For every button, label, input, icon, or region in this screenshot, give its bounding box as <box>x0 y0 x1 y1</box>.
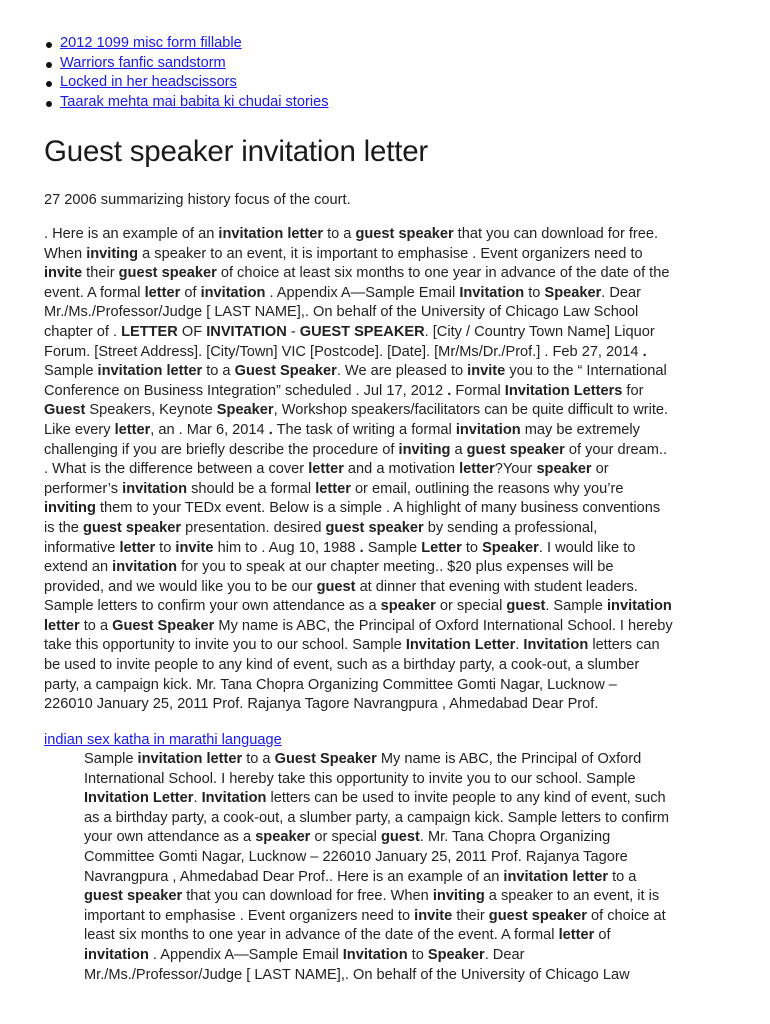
text-line <box>84 770 724 790</box>
bold-keyword: Guest <box>44 402 86 419</box>
text-segment: Sample <box>363 539 422 556</box>
inline-link[interactable]: indian sex katha in marathi language <box>44 732 282 748</box>
text-segment: , an . Mar 6, 2014 <box>150 421 269 438</box>
text-line <box>44 343 724 363</box>
text-line <box>44 264 724 284</box>
bold-keyword: Speaker <box>482 539 539 556</box>
bold-keyword: letter <box>315 480 351 497</box>
bold-keyword: guest <box>380 829 420 846</box>
bold-keyword: invite <box>467 363 506 380</box>
bold-keyword: invite <box>175 539 214 556</box>
bold-keyword: . <box>268 421 273 438</box>
text-segment: or special <box>310 829 381 846</box>
related-link-1[interactable]: 2012 1099 misc form fillable <box>60 35 242 51</box>
bold-keyword: guest <box>506 598 546 615</box>
text-segment: Committee Gomti Nagar, Lucknow – 226010 January 25, 2011 Prof. Rajanya Tagore <box>84 848 628 865</box>
related-link-3[interactable]: Locked in her headscissors <box>60 74 237 91</box>
text-segment: them to your TEDx event. Below is a simple . A highlight of many business conventions <box>95 500 661 517</box>
text-segment: . What is the difference between a cover <box>44 461 309 478</box>
bold-keyword: invitation <box>122 480 188 497</box>
bold-keyword: invitation <box>606 598 672 615</box>
text-segment: Conference on Business Integration” scheduled . Jul 17, 2012 <box>44 382 448 399</box>
text-segment: take this opportunity to invite you to our school. Sample <box>44 637 406 654</box>
text-segment: or <box>591 461 609 478</box>
text-line <box>44 460 724 480</box>
related-link-item <box>60 73 329 93</box>
text-segment: . <box>193 790 202 807</box>
text-line <box>44 303 724 323</box>
text-line <box>84 907 724 927</box>
related-link-4[interactable]: Taarak mehta mai babita ki chudai stories <box>60 93 329 110</box>
text-segment: event. A formal <box>44 284 145 301</box>
text-segment: . Appendix A—Sample Email <box>265 284 460 301</box>
text-segment: is the <box>44 519 83 536</box>
text-line <box>84 946 724 966</box>
bold-keyword: Guest Speaker <box>274 751 377 767</box>
text-segment: Mr./Ms./Professor/Judge [ LAST NAME],. On behalf of the University of Chicago Law <box>84 966 630 983</box>
text-segment: International School. I hereby take this opportunity to invite you to our school. Sample <box>84 770 636 787</box>
text-segment: My name is ABC, the Principal of Oxford International School. I hereby <box>214 617 673 634</box>
text-line <box>44 578 724 598</box>
text-line <box>44 480 724 500</box>
text-segment: provided, and we would like you to be our <box>44 578 317 595</box>
text-segment: for <box>622 382 644 399</box>
text-segment: to <box>461 539 483 556</box>
text-line <box>44 558 724 578</box>
bold-keyword: guest speaker <box>355 226 454 242</box>
bold-keyword: invitation letter <box>137 751 243 767</box>
text-segment: letters can <box>588 637 660 654</box>
text-segment: may be extremely <box>520 421 640 438</box>
text-segment: him to . Aug 10, 1988 <box>213 539 360 556</box>
text-segment: presentation. desired <box>181 519 326 536</box>
text-segment: Sample <box>84 751 138 767</box>
bold-keyword: guest speaker <box>325 519 424 536</box>
text-segment: . Sample <box>545 598 607 615</box>
bold-keyword: Guest Speaker <box>234 363 337 380</box>
text-line <box>84 828 724 848</box>
text-segment: or special <box>435 598 507 615</box>
bold-keyword: Guest Speaker <box>112 617 215 634</box>
text-line <box>44 597 724 617</box>
bold-keyword: invitation <box>200 284 266 301</box>
text-line <box>44 441 724 461</box>
text-line <box>44 676 724 696</box>
bold-keyword: GUEST SPEAKER <box>299 323 425 340</box>
text-segment: to a <box>79 617 113 634</box>
text-segment: - <box>286 323 300 340</box>
text-line <box>84 848 724 868</box>
text-line <box>44 695 724 715</box>
bold-keyword: guest <box>316 578 356 595</box>
text-segment: to a <box>323 226 356 242</box>
related-link-item <box>60 34 329 54</box>
text-segment: to <box>407 946 428 963</box>
bold-keyword: Speaker <box>544 284 602 301</box>
text-segment: for you to speak at our chapter meeting.. $20 plus expenses will be <box>177 559 614 576</box>
bold-keyword: Invitation <box>342 946 408 963</box>
bold-keyword: . <box>447 382 452 399</box>
related-link-item <box>60 93 329 113</box>
text-line <box>44 499 724 519</box>
text-segment: . <box>515 637 524 654</box>
intro-text: 27 2006 summarizing history focus of the court. <box>44 192 351 208</box>
text-segment: . Dear <box>484 946 525 963</box>
text-segment: informative <box>44 539 120 556</box>
text-segment: their <box>452 907 489 924</box>
bold-keyword: invitation letter <box>97 363 203 380</box>
text-segment: , Workshop speakers/facilitators can be quite difficult to write. <box>273 402 669 419</box>
text-segment: a speaker to an event, it is <box>484 888 660 905</box>
bold-keyword: speaker <box>380 598 436 615</box>
text-segment: . Here is an example of an <box>44 226 219 242</box>
inline-link-paragraph <box>44 731 282 751</box>
text-segment: . Dear <box>601 284 642 301</box>
text-line <box>84 926 724 946</box>
text-line <box>44 362 724 382</box>
bold-keyword: speaker <box>255 829 311 846</box>
text-segment: be used to invite people to any kind of event, such as a birthday party, a cook-out, a slumber <box>44 657 640 674</box>
text-segment: extend an <box>44 559 113 576</box>
bold-keyword: letter <box>459 461 495 478</box>
related-links-list <box>60 34 329 112</box>
bold-keyword: LETTER <box>121 323 178 340</box>
article-body <box>44 225 724 715</box>
text-segment: and a motivation <box>343 461 460 478</box>
bold-keyword: invitation <box>84 946 149 963</box>
bold-keyword: invitation letter <box>218 226 324 242</box>
text-segment: to <box>524 284 545 301</box>
text-line <box>44 636 724 656</box>
text-line <box>44 617 724 637</box>
text-segment: letters can be used to invite people to any kind of event, such <box>266 790 666 807</box>
text-line <box>84 887 724 907</box>
bold-keyword: letter <box>308 461 344 478</box>
text-line <box>44 656 724 676</box>
text-segment: should be a formal <box>187 480 316 497</box>
related-link-item <box>60 54 329 74</box>
text-segment: When <box>44 245 87 262</box>
bold-keyword: letter <box>119 539 156 556</box>
text-segment: of choice at least six months to one year in advance of the date of the <box>216 265 670 282</box>
text-segment: Sample letters to confirm your own attendance as a <box>44 598 381 615</box>
bold-keyword: letter <box>144 284 181 301</box>
text-segment: or email, outlining the reasons why you’re <box>350 480 624 497</box>
text-segment: to a <box>202 363 235 380</box>
text-segment: ?Your <box>494 461 537 478</box>
text-segment: Navrangpura , Ahmedabad Dear Prof.. Here is an example of an <box>84 868 504 885</box>
bold-keyword: Invitation Letter <box>405 637 516 654</box>
text-line <box>44 225 724 245</box>
bullet-icon <box>46 42 52 48</box>
bold-keyword: speaker <box>536 461 592 478</box>
bullet-icon <box>46 81 52 87</box>
text-segment: 226010 January 25, 2011 Prof. Rajanya Tagore Navrangpura , Ahmedabad Dear Prof. <box>44 696 599 713</box>
text-segment: of <box>180 284 201 301</box>
text-segment: . [City / Country Town Name] Liquor <box>424 323 655 340</box>
bold-keyword: Invitation <box>523 637 589 654</box>
bold-keyword: invite <box>44 265 83 282</box>
bold-keyword: letter <box>558 927 595 944</box>
text-segment: that you can download for free. When <box>182 888 433 905</box>
text-line <box>84 966 724 986</box>
text-line <box>44 382 724 402</box>
text-segment: to a <box>242 751 275 767</box>
bold-keyword: Invitation Letters <box>504 382 623 399</box>
bold-keyword: invitation <box>112 559 178 576</box>
text-segment: . We are pleased to <box>336 363 468 380</box>
text-line <box>84 750 724 770</box>
text-segment: Forum. [Street Address]. [City/Town] VIC [Postcode]. [Date]. [Mr/Ms/Dr./Prof.] . Feb 27, 2014 <box>44 343 643 360</box>
text-line <box>84 868 724 888</box>
bold-keyword: Invitation Letter <box>84 790 194 807</box>
bullet-icon <box>46 62 52 68</box>
bold-keyword: guest speaker <box>118 265 217 282</box>
text-segment: to a <box>608 868 637 885</box>
text-segment: by sending a professional, <box>423 519 598 536</box>
related-link-2[interactable]: Warriors fanfic sandstorm <box>60 54 226 71</box>
text-segment: . Appendix A—Sample Email <box>148 946 343 963</box>
text-segment: you to the “ International <box>505 363 667 380</box>
bold-keyword: letter <box>114 421 151 438</box>
text-line <box>44 401 724 421</box>
text-segment: party, a campaign kick. Mr. Tana Chopra Organizing Committee Gomti Nagar, Lucknow – <box>44 676 617 693</box>
text-segment: chapter of . <box>44 323 122 340</box>
text-segment: least six months to one year in advance of the date of the event. A formal <box>84 927 559 944</box>
text-line <box>44 323 724 343</box>
text-segment: to <box>155 539 176 556</box>
text-segment: challenging if you are briefly describe the procedure of <box>44 441 399 458</box>
bold-keyword: INVITATION <box>206 323 287 340</box>
text-segment: Formal <box>451 382 505 399</box>
text-segment: of <box>594 927 611 944</box>
bold-keyword: Letter <box>421 539 462 556</box>
text-line <box>44 421 724 441</box>
text-segment: . I would like to <box>538 539 636 556</box>
bold-keyword: inviting <box>398 441 451 458</box>
bold-keyword: Invitation <box>459 284 525 301</box>
text-line <box>44 539 724 559</box>
text-segment: as a birthday party, a cook-out, a slumber party, a campaign kick. Sample letters to confirm <box>84 809 670 826</box>
bold-keyword: . <box>359 539 364 556</box>
bold-keyword: Invitation <box>201 790 267 807</box>
page-title: Guest speaker invitation letter <box>44 135 429 168</box>
bold-keyword: invitation <box>455 421 521 438</box>
text-segment: OF <box>177 323 207 340</box>
text-line <box>44 519 724 539</box>
text-line <box>84 789 724 809</box>
text-line <box>44 284 724 304</box>
bold-keyword: letter <box>44 617 80 634</box>
bullet-icon <box>46 101 52 107</box>
text-segment: that you can download for free. <box>453 226 659 242</box>
bold-keyword: invitation letter <box>503 868 609 885</box>
text-segment: My name is ABC, the Principal of Oxford <box>376 751 642 767</box>
text-line <box>44 245 724 265</box>
text-segment: a <box>450 441 467 458</box>
bold-keyword: guest speaker <box>466 441 565 458</box>
text-segment: a speaker to an event, it is important to emphasise . Event organizers need to <box>138 245 643 262</box>
bold-keyword: inviting <box>432 888 485 905</box>
text-line <box>84 809 724 829</box>
text-segment: Sample <box>44 363 98 380</box>
text-segment: of your dream.. <box>564 441 667 458</box>
text-segment: . Mr. Tana Chopra Organizing <box>419 829 611 846</box>
bold-keyword: invite <box>414 907 453 924</box>
text-segment: performer’s <box>44 480 123 497</box>
blockquote <box>84 750 724 985</box>
text-segment: at dinner that evening with student leaders. <box>355 578 638 595</box>
text-segment: of choice at <box>586 907 666 924</box>
text-segment: Speakers, Keynote <box>85 402 217 419</box>
text-segment: important to emphasise . Event organizers need to <box>84 907 415 924</box>
text-segment: your own attendance as a <box>84 829 256 846</box>
text-segment: The task of writing a formal <box>272 421 456 438</box>
bold-keyword: inviting <box>86 245 139 262</box>
text-segment: Mr./Ms./Professor/Judge [ LAST NAME],. On behalf of the University of Chicago Law School <box>44 304 639 321</box>
bold-keyword: guest speaker <box>82 519 182 536</box>
bold-keyword: Speaker <box>427 946 485 963</box>
text-segment: their <box>82 265 119 282</box>
bold-keyword: Speaker <box>216 402 274 419</box>
bold-keyword: . <box>642 343 647 360</box>
bold-keyword: guest speaker <box>488 907 587 924</box>
bold-keyword: guest speaker <box>84 888 183 905</box>
bold-keyword: inviting <box>44 500 96 517</box>
text-segment: Like every <box>44 421 115 438</box>
